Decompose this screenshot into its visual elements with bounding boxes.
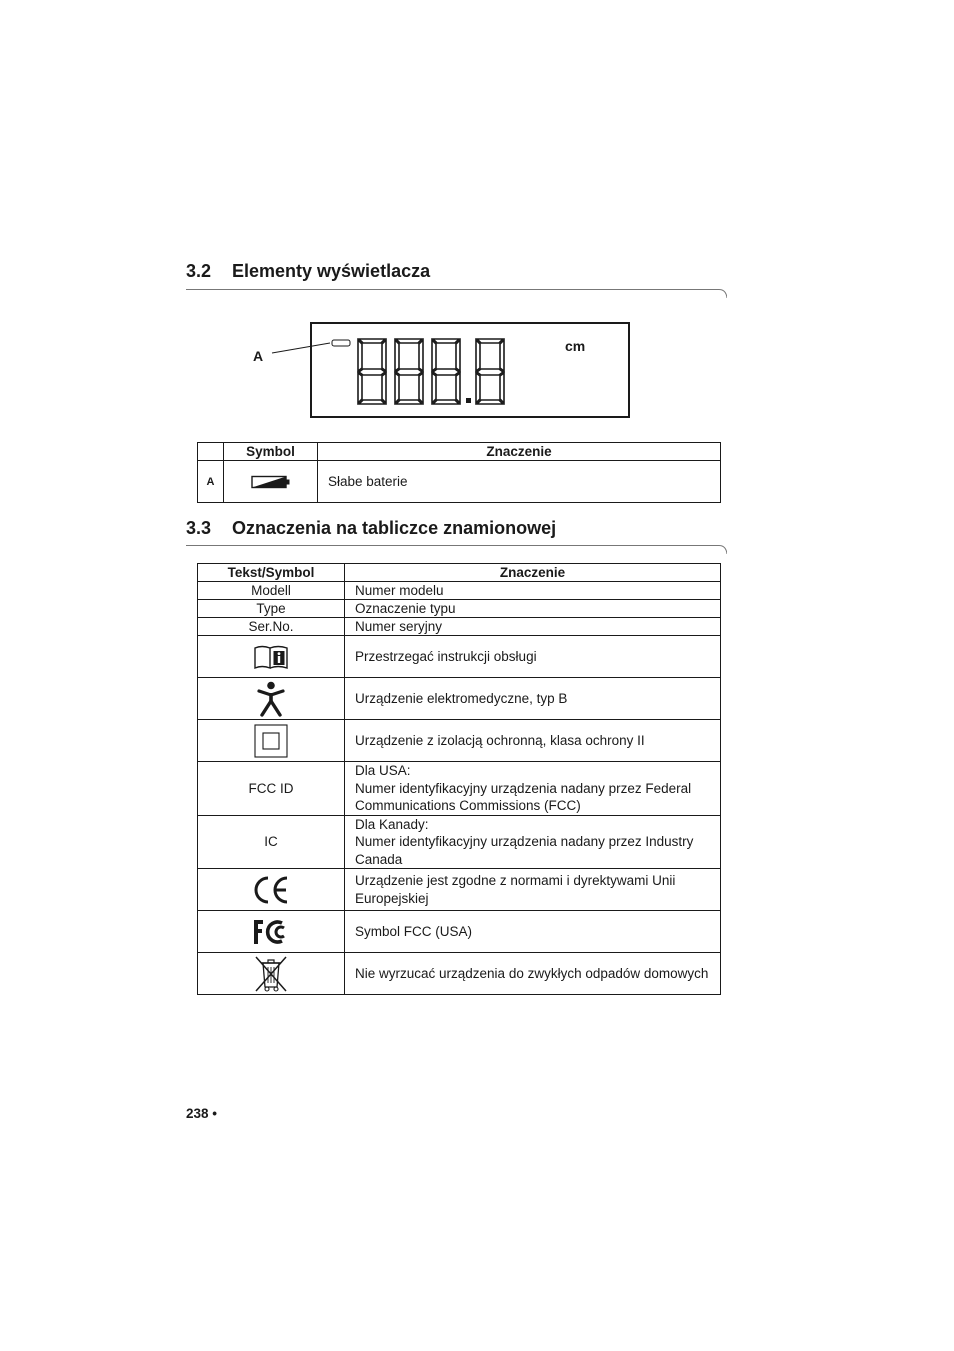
symbol-cell	[198, 720, 345, 762]
meaning-cell: Numer modelu	[345, 582, 721, 600]
table-row	[198, 815, 721, 869]
meaning-line: Numer identyfikacyjny urządzenia nadany przez Federal Communications Commissions (FCC)	[355, 780, 692, 813]
display-symbols-table	[197, 442, 721, 503]
symbol-cell	[198, 953, 345, 995]
header-cell: Tekst/Symbol	[198, 564, 345, 582]
meaning-cell	[345, 815, 721, 869]
symbol-cell	[198, 869, 345, 911]
section-rule	[186, 545, 727, 555]
symbol-cell	[198, 636, 345, 678]
class-ii-double-square-icon	[254, 724, 288, 758]
symbol-cell	[224, 461, 318, 503]
table-row	[198, 869, 721, 911]
fcc-logo-icon	[252, 918, 290, 946]
table-row	[198, 911, 721, 953]
section-heading: Oznaczenia na tabliczce znamionowej	[232, 518, 557, 538]
page-number: 238 •	[186, 1106, 218, 1121]
meaning-cell	[345, 762, 721, 816]
table-row	[198, 636, 721, 678]
header-cell: Znaczenie	[345, 564, 721, 582]
text-cell: Ser.No.	[198, 618, 345, 636]
text-cell: Type	[198, 600, 345, 618]
symbol-cell	[198, 678, 345, 720]
text-cell: IC	[198, 815, 345, 869]
meaning-cell: Przestrzegać instrukcji obsługi	[345, 636, 721, 678]
section-title-nameplate	[186, 518, 556, 539]
table-row	[198, 618, 721, 636]
table-row	[198, 953, 721, 995]
symbol-cell	[198, 911, 345, 953]
table-row	[198, 600, 721, 618]
low-battery-icon	[251, 475, 291, 489]
weee-crossed-bin-icon	[254, 955, 288, 993]
header-cell: Symbol	[224, 443, 318, 461]
text-cell: FCC ID	[198, 762, 345, 816]
ce-mark-icon	[252, 875, 290, 905]
row-label: A	[198, 461, 224, 503]
meaning-line: Dla Kanady:	[355, 816, 429, 832]
meaning-cell: Urządzenie elektromedyczne, typ B	[345, 678, 721, 720]
section-rule	[186, 289, 727, 299]
section-heading: Elementy wyświetlacza	[232, 261, 431, 281]
table-header-row	[198, 443, 721, 461]
callout-label-a: A	[253, 348, 264, 364]
meaning-cell: Nie wyrzucać urządzenia do zwykłych odpadów domowych	[345, 953, 721, 995]
meaning-cell: Oznaczenie typu	[345, 600, 721, 618]
meaning-cell: Urządzenie jest zgodne z normami i dyrektywami Unii Europejskiej	[345, 869, 721, 911]
section-title-display	[186, 261, 430, 282]
table-row	[198, 582, 721, 600]
lcd-unit: cm	[565, 338, 586, 354]
meaning-cell: Symbol FCC (USA)	[345, 911, 721, 953]
meaning-cell: Numer seryjny	[345, 618, 721, 636]
lcd-digits	[356, 337, 511, 407]
meaning-cell: Urządzenie z izolacją ochronną, klasa ochrony II	[345, 720, 721, 762]
table-row	[198, 678, 721, 720]
table-header-row	[198, 564, 721, 582]
nameplate-symbols-table	[197, 563, 721, 995]
table-row	[198, 762, 721, 816]
type-b-person-icon	[256, 681, 286, 717]
meaning-cell: Słabe baterie	[318, 461, 721, 503]
text-cell: Modell	[198, 582, 345, 600]
header-cell: Znaczenie	[318, 443, 721, 461]
meaning-line: Dla USA:	[355, 763, 411, 778]
table-row	[198, 720, 721, 762]
callout-leader-line	[270, 337, 355, 357]
meaning-line: Numer identyfikacyjny urządzenia nadany przez Industry Canada	[355, 834, 694, 867]
section-number: 3.2	[186, 261, 212, 281]
table-row	[198, 461, 721, 503]
header-cell	[198, 443, 224, 461]
instruction-manual-icon	[253, 644, 289, 670]
section-number: 3.3	[186, 518, 212, 538]
